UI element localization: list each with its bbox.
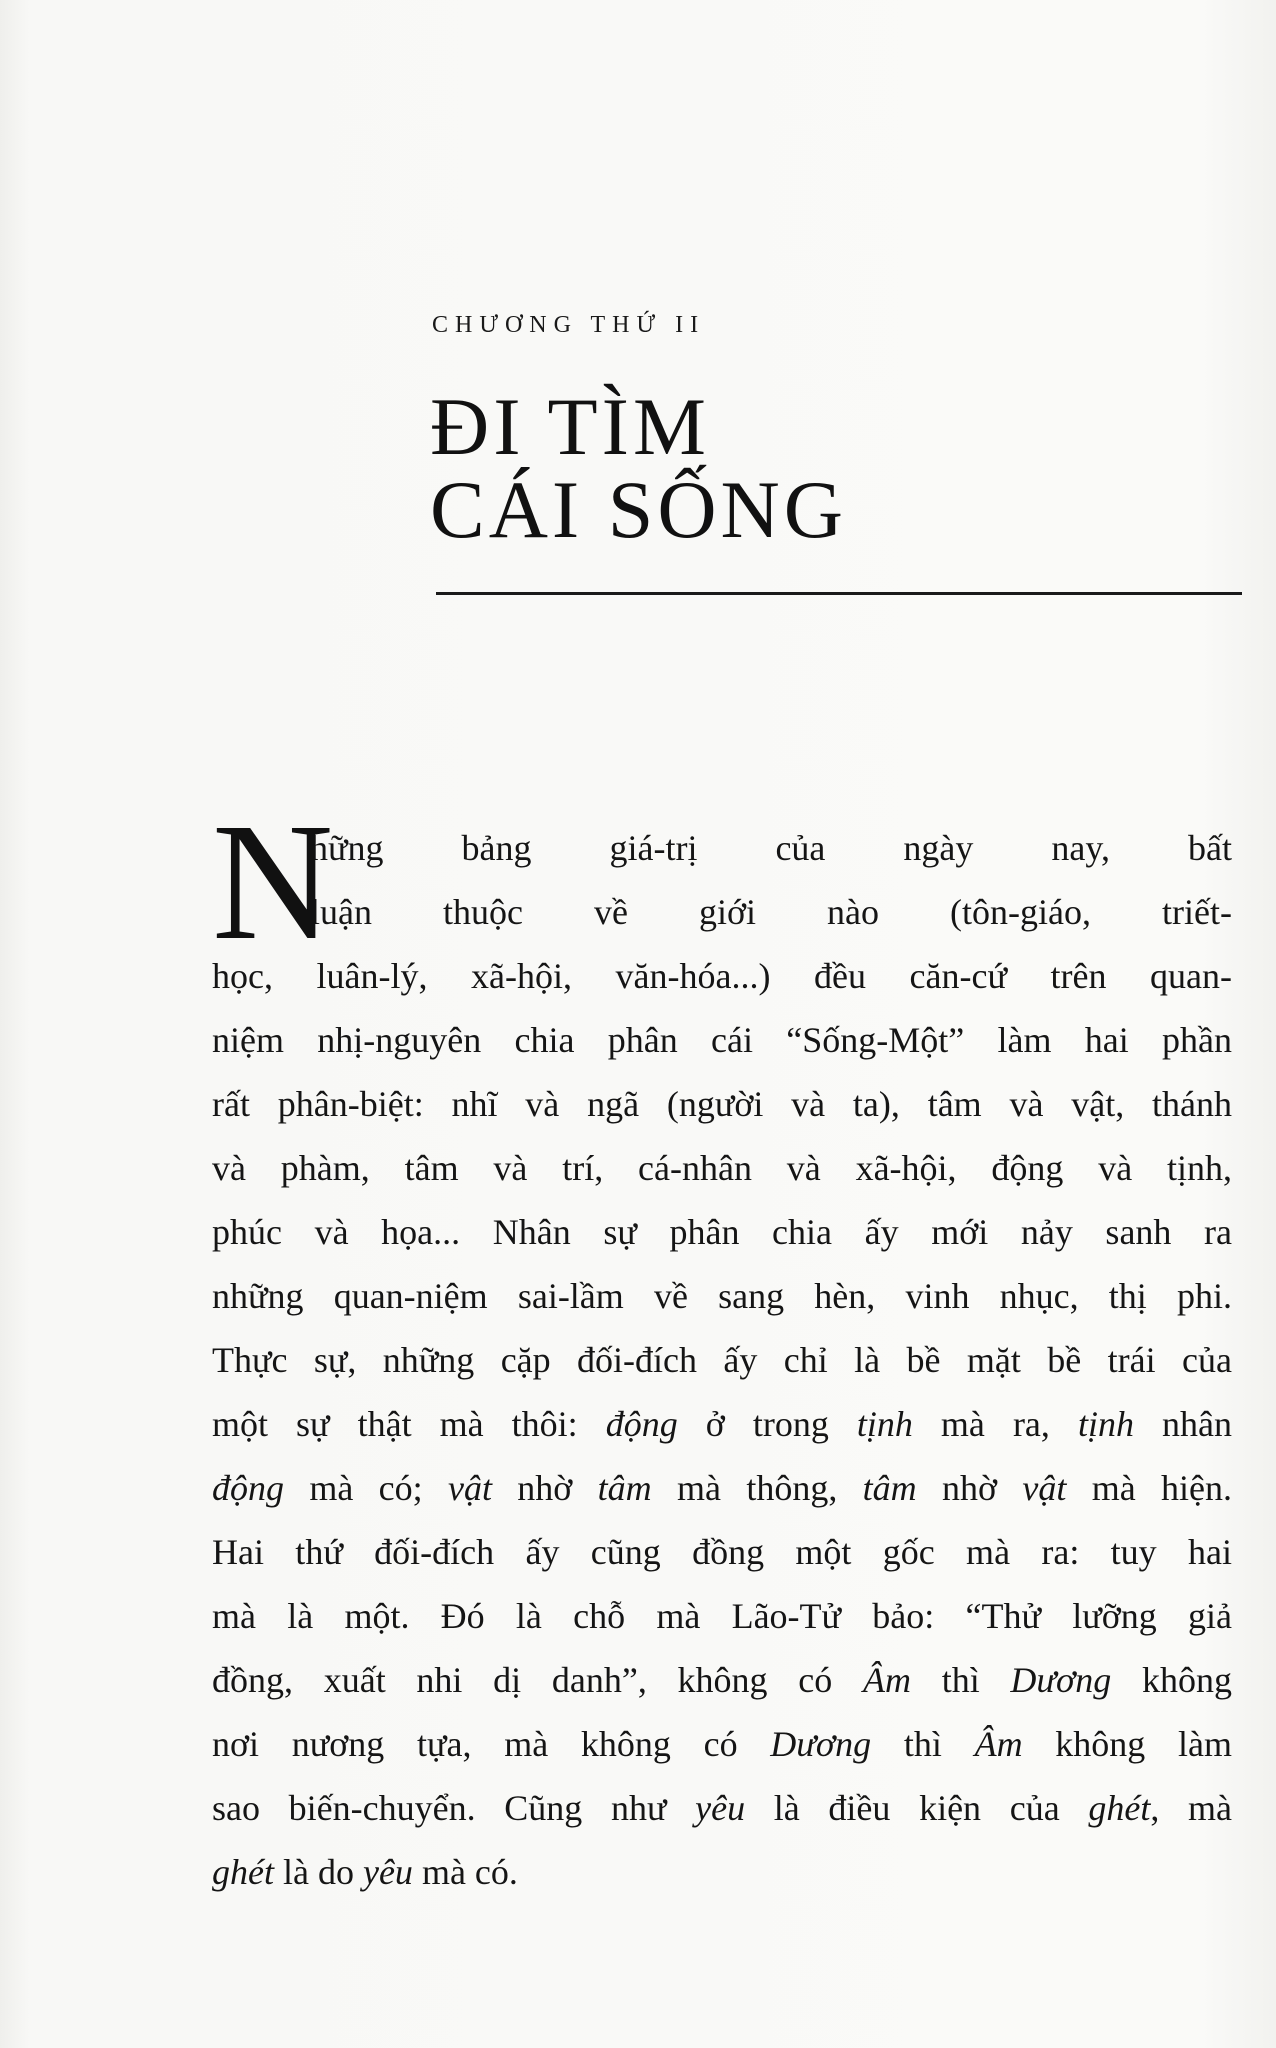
text-line-12: Hai thứ đối-đích ấy cũng đồng một gốc mà ra: tuy hai (212, 1532, 1232, 1572)
text-span: đồng, xuất nhi dị danh”, không có (212, 1660, 863, 1700)
text-line-2: luận thuộc về giới nào (tôn-giáo, triết- (310, 892, 1232, 932)
text-span: sao biến-chuyển. Cũng như (212, 1788, 696, 1828)
text-span: nhờ (916, 1468, 1023, 1508)
text-span: mà ra, (912, 1404, 1078, 1444)
text-line-8: những quan-niệm sai-lầm về sang hèn, vinh nhục, thị phi. (212, 1276, 1232, 1316)
italic-term: ghét (212, 1852, 274, 1892)
text-span: nhờ (491, 1468, 598, 1508)
chapter-title-line-2: CÁI SỐNG (430, 464, 847, 555)
text-span: mà có; (284, 1468, 448, 1508)
text-span: không làm (1022, 1724, 1232, 1764)
italic-term: tịnh (1077, 1404, 1134, 1444)
text-span: ở trong (677, 1404, 857, 1444)
drop-cap: N (212, 789, 334, 975)
text-line-5: rất phân-biệt: nhĩ và ngã (người và ta), tâm và vật, thánh (212, 1084, 1232, 1124)
text-span: là điều kiện của (745, 1788, 1089, 1828)
italic-term: Dương (770, 1724, 872, 1764)
body-paragraph (212, 789, 1233, 1904)
text-line-7: phúc và họa... Nhân sự phân chia ấy mới nảy sanh ra (212, 1212, 1232, 1252)
text-line-4: niệm nhị-nguyên chia phân cái “Sống-Một” làm hai phần (212, 1020, 1232, 1060)
text-span: mà có. (412, 1852, 518, 1892)
chapter-label: CHƯƠNG THỨ II (432, 312, 706, 338)
title-underline-rule (436, 592, 1242, 595)
italic-term: vật (447, 1468, 492, 1508)
italic-term: động (605, 1404, 678, 1444)
italic-term: tâm (597, 1468, 652, 1508)
italic-term: yêu (695, 1788, 746, 1828)
italic-term: yêu (362, 1852, 413, 1892)
italic-term: động (212, 1468, 284, 1508)
text-line-11 (212, 1456, 1232, 1520)
chapter-title-line-1: ĐI TÌM (430, 381, 710, 472)
text-line-10 (212, 1392, 1232, 1456)
text-line-6: và phàm, tâm và trí, cá-nhân và xã-hội, động và tịnh, (212, 1148, 1232, 1188)
italic-term: ghét (1088, 1788, 1151, 1828)
text-line-9: Thực sự, những cặp đối-đích ấy chỉ là bề mặt bề trái của (212, 1340, 1232, 1380)
text-line-17 (212, 1840, 1232, 1904)
text-span: nơi nương tựa, mà không có (212, 1724, 771, 1764)
italic-term: Dương (1010, 1660, 1112, 1700)
text-line-14 (212, 1648, 1232, 1712)
text-line-15 (212, 1712, 1232, 1776)
italic-term: Âm (862, 1660, 911, 1700)
italic-term: vật (1022, 1468, 1067, 1508)
text-span: một sự thật mà thôi: (212, 1404, 606, 1444)
text-span: mà hiện. (1066, 1468, 1233, 1508)
text-line-1: hững bảng giá-trị của ngày nay, bất (310, 828, 1232, 868)
text-span: , mà (1150, 1788, 1232, 1828)
chapter-title (430, 381, 847, 555)
text-span: mà thông, (651, 1468, 863, 1508)
text-span: không (1111, 1660, 1233, 1700)
text-span: thì (871, 1724, 975, 1764)
text-line-3: học, luân-lý, xã-hội, văn-hóa...) đều căn-cứ trên quan- (212, 956, 1232, 996)
italic-term: tâm (862, 1468, 917, 1508)
text-line-16 (212, 1776, 1232, 1840)
text-line-13: mà là một. Đó là chỗ mà Lão-Tử bảo: “Thử lưỡng giả (212, 1596, 1232, 1636)
text-span: thì (910, 1660, 1011, 1700)
text-span: nhân (1133, 1404, 1232, 1444)
text-span: là do (273, 1852, 363, 1892)
italic-term: tịnh (856, 1404, 913, 1444)
italic-term: Âm (974, 1724, 1023, 1764)
